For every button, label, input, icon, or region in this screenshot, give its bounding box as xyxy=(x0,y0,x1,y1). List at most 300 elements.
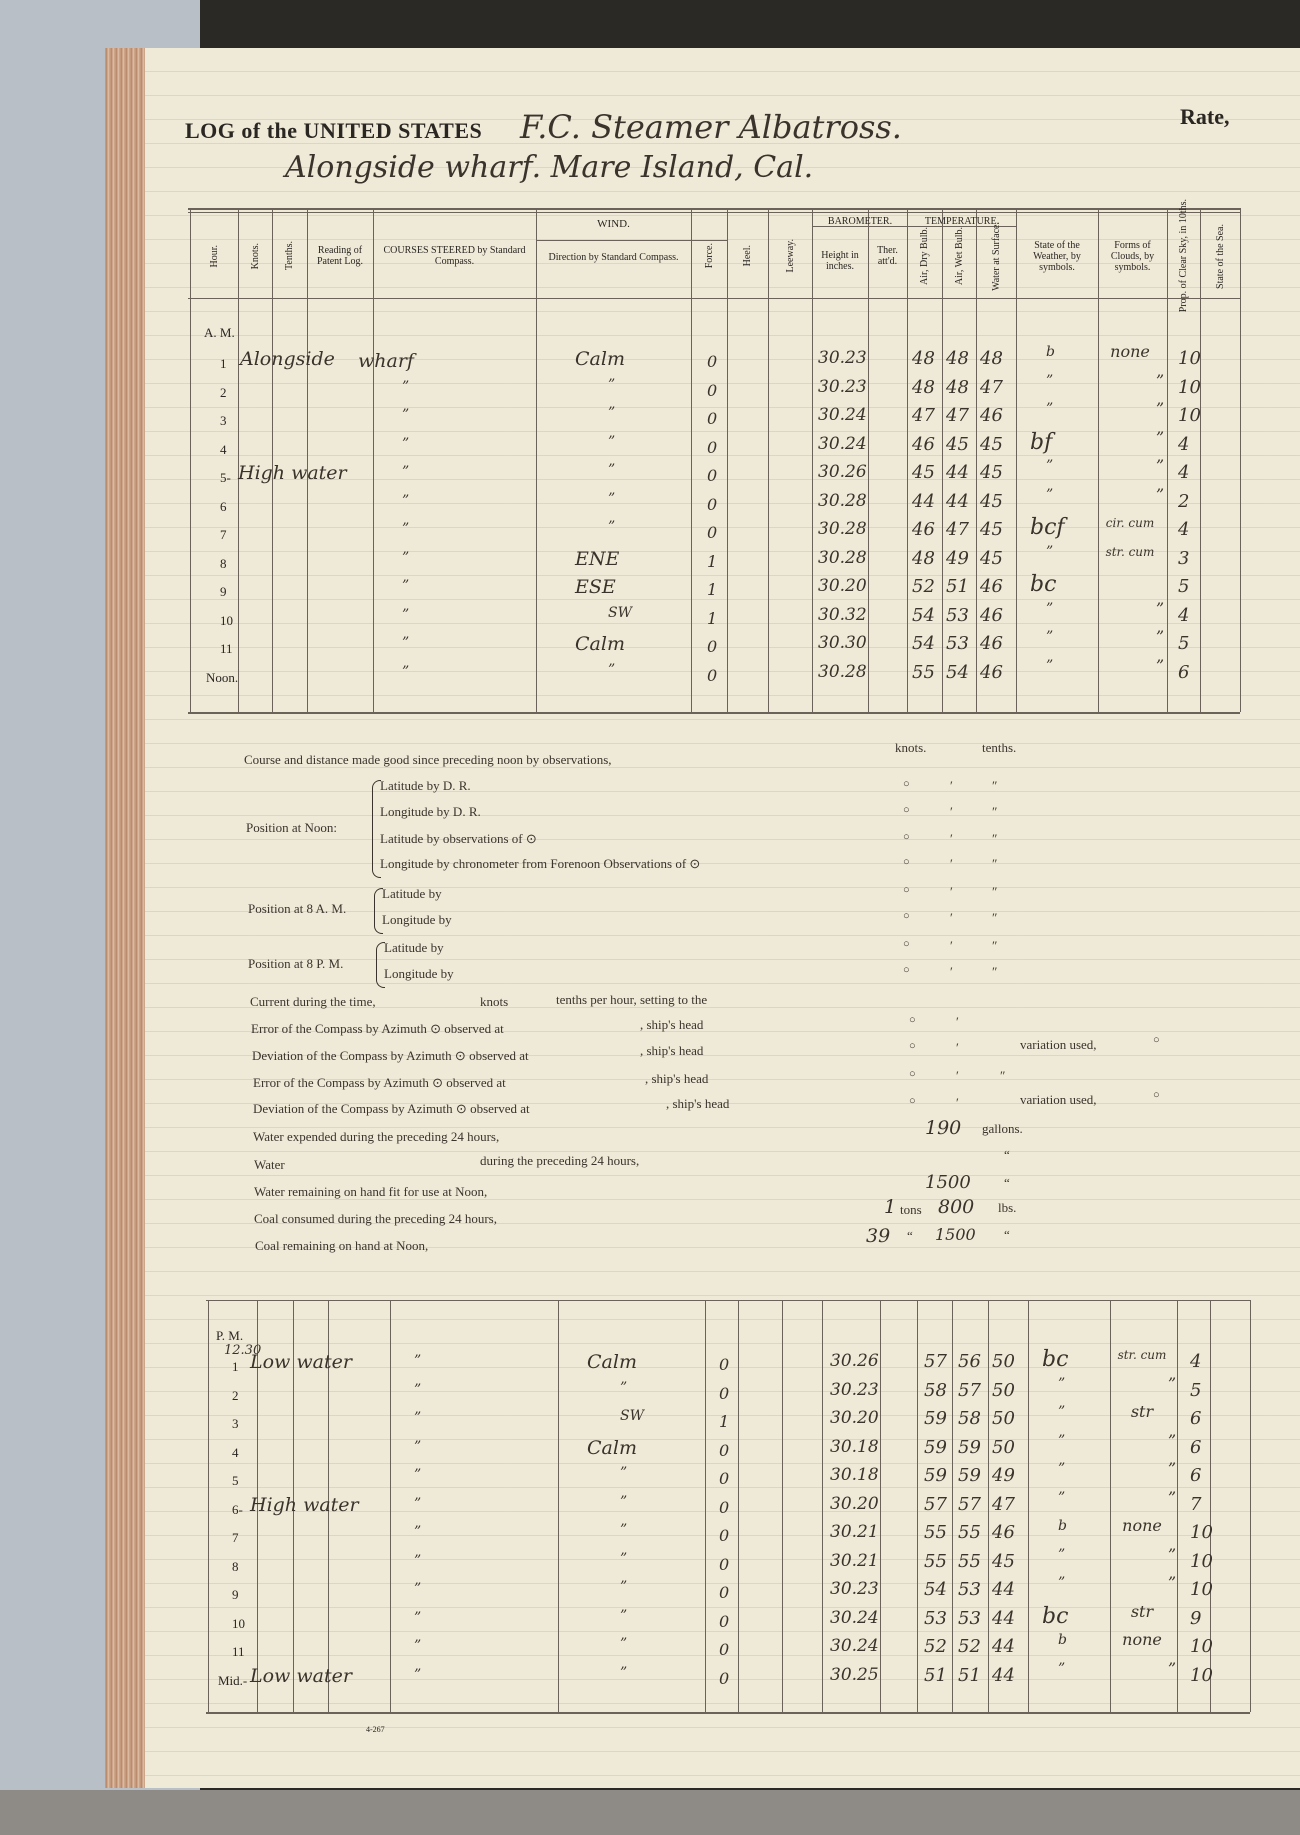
am-barometer: 30.28 xyxy=(818,490,867,511)
pm-air-dry: 58 xyxy=(924,1379,947,1401)
pm-column-rule xyxy=(738,1300,739,1712)
pm-air-dry: 52 xyxy=(924,1636,947,1657)
am-barometer: 30.30 xyxy=(818,633,867,653)
am-force: 0 xyxy=(707,665,718,685)
am-clear-sky: 4 xyxy=(1178,433,1190,455)
column-header xyxy=(373,218,536,294)
pm-air-wet: 55 xyxy=(958,1550,981,1572)
pm-water-temp: 50 xyxy=(992,1351,1015,1372)
current-label: Current during the time, xyxy=(250,994,376,1009)
am-clouds: ” xyxy=(1155,427,1165,447)
pm-hour: 10 xyxy=(232,1615,245,1631)
am-weather: bc xyxy=(1030,572,1057,597)
am-force: 0 xyxy=(707,523,718,542)
minute-mark: ′ xyxy=(950,964,953,979)
error2-label: Error of the Compass by Azimuth ⊙ observed at xyxy=(253,1075,506,1090)
pm-hour: 9 xyxy=(232,1587,239,1602)
location: Alongside wharf. Mare Island, Cal. xyxy=(285,150,814,185)
pm-clear-sky: 10 xyxy=(1190,1550,1213,1572)
am-hour: 6 xyxy=(220,498,227,514)
pm-air-wet: 52 xyxy=(958,1636,981,1657)
am-wind: ” xyxy=(608,661,616,678)
second-mark: ″ xyxy=(992,778,998,793)
pm-water-temp: 45 xyxy=(992,1550,1015,1572)
pm-weather: ” xyxy=(1058,1575,1066,1591)
column-header-label: Tenths. xyxy=(284,241,295,271)
am-water-temp: 46 xyxy=(980,405,1003,426)
second-mark: ″ xyxy=(992,804,998,819)
am-air-dry: 48 xyxy=(912,348,935,369)
am-water-temp: 46 xyxy=(980,576,1003,597)
column-header xyxy=(190,218,238,294)
column-header-label: COURSES STEERED by Standard Compass. xyxy=(383,245,526,267)
am-wind: ” xyxy=(608,519,616,535)
am-air-wet: 51 xyxy=(946,576,969,597)
column-header xyxy=(691,218,727,294)
pm-air-wet: 59 xyxy=(958,1436,981,1458)
am-clouds: cir. cum xyxy=(1105,516,1155,530)
am-force: 1 xyxy=(707,551,718,571)
pm-water-temp: 50 xyxy=(992,1408,1015,1429)
am-weather: ” xyxy=(1046,629,1054,645)
noon-lon-chron: Longitude by chronometer from Forenoon Observations of ⊙ xyxy=(380,856,701,871)
pm-course: ” xyxy=(414,1438,422,1455)
8am-brace xyxy=(374,888,383,934)
am-clear-sky: 5 xyxy=(1178,576,1190,597)
am-weather: ” xyxy=(1046,657,1054,674)
noon-lat-obs: Latitude by observations of ⊙ xyxy=(380,831,537,846)
pm-course: ” xyxy=(414,1495,422,1512)
degree-mark: ○ xyxy=(903,778,910,790)
water-label: Water xyxy=(254,1157,285,1172)
pm-course: ” xyxy=(414,1467,422,1483)
am-clouds: ” xyxy=(1155,598,1165,618)
pm-air-dry: 55 xyxy=(924,1522,947,1543)
pm-note: Low water xyxy=(250,1351,352,1373)
am-hour: Noon. xyxy=(206,669,239,685)
tons-label: tons xyxy=(900,1202,922,1217)
pm-column-rule xyxy=(1177,1300,1178,1712)
coal-remaining-lbs: 1500 xyxy=(935,1225,976,1244)
minute-mark: ′ xyxy=(956,1014,959,1029)
coal-consumed-label: Coal consumed during the preceding 24 hours, xyxy=(254,1211,497,1226)
pm-force: 0 xyxy=(719,1526,730,1545)
am-clouds: ” xyxy=(1155,655,1165,675)
pm-clear-sky: 6 xyxy=(1190,1408,1202,1429)
degree-mark: ○ xyxy=(909,1040,916,1052)
ships-head-1: , ship's head xyxy=(640,1017,704,1032)
pm-column-rule xyxy=(988,1300,989,1712)
am-air-dry: 55 xyxy=(912,661,935,683)
column-header xyxy=(768,218,812,294)
water-expended-value: 190 xyxy=(925,1117,962,1139)
pm-clouds: str. cum xyxy=(1117,1348,1167,1362)
column-header xyxy=(907,218,942,294)
pm-column-rule xyxy=(782,1300,783,1712)
tenths-header: tenths. xyxy=(982,740,1017,755)
minute-mark: ′ xyxy=(950,910,953,925)
pm-column-rule xyxy=(822,1300,823,1712)
error1-label: Error of the Compass by Azimuth ⊙ observed at xyxy=(251,1021,504,1036)
pm-hour: 11 xyxy=(232,1644,245,1659)
am-hour: 1 xyxy=(220,356,227,371)
pm-hour: 7 xyxy=(232,1530,239,1545)
am-force: 0 xyxy=(707,466,718,485)
am-note: High water xyxy=(238,462,347,484)
column-header xyxy=(307,218,373,294)
am-force: 0 xyxy=(707,409,718,428)
noon-brace xyxy=(372,780,381,878)
am-air-dry: 44 xyxy=(912,490,935,512)
am-clear-sky: 6 xyxy=(1178,661,1190,683)
pm-hour: 6- xyxy=(232,1501,243,1517)
pm-weather: ” xyxy=(1058,1375,1066,1392)
pm-wind: ” xyxy=(620,1522,628,1538)
pm-clouds: ” xyxy=(1167,1373,1177,1393)
water-remaining-value: 1500 xyxy=(925,1172,971,1193)
am-clouds: str. cum xyxy=(1105,544,1155,559)
8pm-lon: Longitude by xyxy=(384,966,454,981)
degree-mark: ○ xyxy=(903,856,910,868)
am-clouds: ” xyxy=(1155,370,1165,390)
degree-mark: ○ xyxy=(903,910,910,922)
column-header-label: Reading of Patent Log. xyxy=(316,245,364,267)
pm-air-dry: 54 xyxy=(924,1579,947,1600)
rate-label: Rate, xyxy=(1180,104,1230,129)
minute-mark: ′ xyxy=(950,804,953,819)
pm-wind: ” xyxy=(620,1493,628,1510)
am-clouds: none xyxy=(1110,342,1150,361)
pm-column-rule xyxy=(1250,1300,1251,1712)
table-bottom-rule xyxy=(188,712,1240,714)
pm-clouds: ” xyxy=(1167,1573,1177,1592)
pm-air-wet: 58 xyxy=(958,1408,981,1429)
pm-hour: 5 xyxy=(232,1473,239,1488)
pm-air-dry: 57 xyxy=(924,1351,947,1372)
pm-hour: 3 xyxy=(232,1416,239,1431)
am-wind: Calm xyxy=(575,633,625,655)
am-course: ” xyxy=(402,578,410,594)
pm-column-rule xyxy=(917,1300,918,1712)
pm-air-wet: 57 xyxy=(958,1493,981,1515)
am-water-temp: 46 xyxy=(980,661,1003,683)
pm-wind: Calm xyxy=(587,1436,637,1459)
am-air-dry: 48 xyxy=(912,376,935,398)
am-water-temp: 48 xyxy=(980,348,1003,369)
second-mark: ″ xyxy=(1000,1068,1006,1083)
am-water-temp: 47 xyxy=(980,376,1003,398)
am-barometer: 30.20 xyxy=(818,576,867,596)
pm-clear-sky: 4 xyxy=(1190,1351,1202,1372)
am-air-dry: 54 xyxy=(912,633,935,654)
am-note: Alongside xyxy=(240,348,335,370)
minute-mark: ′ xyxy=(950,938,953,953)
am-hour: 5- xyxy=(220,470,231,485)
am-barometer: 30.24 xyxy=(818,433,867,454)
pm-water-temp: 44 xyxy=(992,1607,1015,1629)
am-label: A. M. xyxy=(204,325,235,340)
coal-consumed-lbs: 800 xyxy=(938,1196,975,1218)
variation-used-1: variation used, xyxy=(1020,1037,1097,1052)
am-air-wet: 53 xyxy=(946,633,969,654)
pm-course: ” xyxy=(414,1581,422,1597)
am-wind: ” xyxy=(608,490,616,507)
am-barometer: 30.32 xyxy=(818,604,867,625)
knots-header: knots. xyxy=(895,740,927,755)
pm-barometer: 30.25 xyxy=(830,1664,879,1685)
minute-mark: ′ xyxy=(956,1095,959,1110)
am-barometer: 30.28 xyxy=(818,519,867,539)
pm-air-dry: 51 xyxy=(924,1664,947,1686)
pm-weather: ” xyxy=(1058,1546,1066,1563)
am-air-dry: 54 xyxy=(912,604,935,626)
pm-air-wet: 56 xyxy=(958,1351,981,1372)
am-wind: ENE xyxy=(575,547,620,570)
am-hour: 8 xyxy=(220,555,227,571)
position-noon-label: Position at Noon: xyxy=(246,820,338,835)
coal-remaining-tons: 39 xyxy=(866,1225,891,1247)
column-header xyxy=(272,218,307,294)
noon-lon-dr: Longitude by D. R. xyxy=(380,804,481,819)
pm-hour: 4 xyxy=(232,1444,239,1460)
pm-barometer: 30.20 xyxy=(830,1493,879,1514)
am-clouds: ” xyxy=(1155,484,1165,504)
wind-direction-header: Direction by Standard Compass. xyxy=(548,252,679,263)
water-remaining-label: Water remaining on hand fit for use at Noon, xyxy=(254,1184,488,1199)
pm-barometer: 30.24 xyxy=(830,1636,879,1656)
ships-head-3: , ship's head xyxy=(645,1071,709,1086)
pm-column-rule xyxy=(208,1300,209,1712)
am-wind: ” xyxy=(608,433,616,450)
minute-mark: ′ xyxy=(956,1068,959,1083)
coal-consumed-tons: 1 xyxy=(884,1196,897,1218)
column-rule xyxy=(1240,208,1241,712)
am-barometer: 30.26 xyxy=(818,462,867,482)
vessel-name: F.C. Steamer Albatross. xyxy=(520,108,902,146)
wind-header: WIND. xyxy=(597,218,630,230)
pm-clouds: none xyxy=(1122,1630,1162,1649)
column-header xyxy=(942,218,976,294)
pm-air-dry: 59 xyxy=(924,1436,947,1458)
header-bottom-rule xyxy=(188,298,1240,299)
minute-mark: ′ xyxy=(956,1040,959,1055)
am-course: ” xyxy=(402,492,410,509)
pm-force: 0 xyxy=(719,1611,730,1631)
am-force: 1 xyxy=(707,608,718,628)
8pm-lat: Latitude by xyxy=(384,940,444,955)
am-course: ” xyxy=(402,606,410,623)
pm-wind: SW xyxy=(620,1408,644,1424)
pm-clouds: none xyxy=(1122,1516,1162,1535)
am-course: ” xyxy=(402,378,410,395)
column-header-label: Air, Dry Bulb. xyxy=(919,227,930,285)
table-top-rule xyxy=(188,212,1240,213)
pm-air-wet: 59 xyxy=(958,1465,981,1486)
am-water-temp: 46 xyxy=(980,633,1003,654)
pm-barometer: 30.26 xyxy=(830,1351,879,1371)
am-barometer: 30.23 xyxy=(818,376,867,397)
current-tenths: tenths per hour, setting to the xyxy=(556,992,708,1007)
pm-column-rule xyxy=(1110,1300,1111,1712)
degree-mark: ○ xyxy=(903,938,910,950)
am-clouds: ” xyxy=(1155,627,1165,646)
am-air-wet: 47 xyxy=(946,405,969,426)
pm-barometer: 30.21 xyxy=(830,1522,879,1542)
am-air-wet: 49 xyxy=(946,547,969,569)
noon-lat-dr: Latitude by D. R. xyxy=(380,778,471,793)
pm-column-rule xyxy=(952,1300,953,1712)
am-clear-sky: 4 xyxy=(1178,462,1190,483)
am-course: ” xyxy=(402,663,410,680)
column-header xyxy=(1098,218,1167,294)
pm-wind: ” xyxy=(620,1465,628,1481)
pm-column-rule xyxy=(558,1300,559,1712)
8pm-brace xyxy=(376,942,385,988)
pm-clouds: str xyxy=(1130,1601,1154,1621)
pm-barometer: 30.20 xyxy=(830,1408,879,1428)
pm-clouds: ” xyxy=(1167,1430,1177,1450)
pm-clear-sky: 5 xyxy=(1190,1379,1202,1401)
gallons-label: gallons. xyxy=(982,1121,1023,1136)
pm-water-temp: 50 xyxy=(992,1379,1015,1401)
column-header xyxy=(976,218,1016,294)
column-header-label: Water at Surface. xyxy=(990,221,1002,291)
am-weather: ” xyxy=(1046,486,1054,503)
pm-wind: ” xyxy=(620,1550,628,1567)
am-clouds: ” xyxy=(1155,399,1165,418)
pm-weather: ” xyxy=(1058,1432,1066,1449)
pm-table-top-rule xyxy=(206,1300,1250,1301)
am-force: 0 xyxy=(707,494,718,514)
pm-label: P. M. xyxy=(216,1328,244,1343)
pm-clear-sky: 10 xyxy=(1190,1664,1213,1686)
pm-water-temp: 44 xyxy=(992,1636,1015,1657)
barometer-header: BAROMETER. xyxy=(827,216,893,227)
am-air-dry: 45 xyxy=(912,462,935,483)
am-barometer: 30.24 xyxy=(818,405,867,425)
pm-hour: Mid.- xyxy=(218,1672,248,1688)
ditto-mark: “ xyxy=(1004,1147,1010,1162)
second-mark: ″ xyxy=(992,938,998,953)
am-clear-sky: 2 xyxy=(1178,490,1190,512)
pm-weather: bc xyxy=(1042,1347,1069,1372)
background-surface xyxy=(0,1790,1300,1835)
degree-mark: ○ xyxy=(903,804,910,816)
am-wind: ” xyxy=(608,376,616,393)
pm-force: 0 xyxy=(719,1440,730,1460)
form-number: 4-267 xyxy=(366,1725,385,1734)
pm-course: ” xyxy=(414,1666,422,1683)
minute-mark: ′ xyxy=(950,884,953,899)
pm-course: ” xyxy=(414,1381,422,1398)
am-hour: 11 xyxy=(220,641,233,656)
pm-column-rule xyxy=(1028,1300,1029,1712)
pm-wind: Calm xyxy=(587,1351,637,1373)
pm-force: 1 xyxy=(719,1412,730,1431)
pm-air-dry: 53 xyxy=(924,1607,947,1629)
pm-barometer: 30.23 xyxy=(830,1579,879,1599)
am-hour: 2 xyxy=(220,384,227,400)
pm-course: ” xyxy=(414,1410,422,1426)
am-water-temp: 45 xyxy=(980,519,1003,540)
pm-water-temp: 49 xyxy=(992,1465,1015,1486)
pm-weather: ” xyxy=(1058,1404,1066,1420)
pm-barometer: 30.18 xyxy=(830,1436,879,1457)
column-header-label: Forms of Clouds, by symbols. xyxy=(1110,239,1155,273)
pm-wind: ” xyxy=(620,1579,628,1595)
pm-wind: ” xyxy=(620,1636,628,1652)
am-barometer: 30.28 xyxy=(818,547,867,568)
pm-hour: 1 xyxy=(232,1359,239,1374)
am-barometer: 30.28 xyxy=(818,661,867,682)
pm-course: ” xyxy=(414,1524,422,1540)
pm-air-wet: 53 xyxy=(958,1607,981,1629)
variation-used-2: variation used, xyxy=(1020,1092,1097,1107)
column-rule xyxy=(536,208,537,712)
pm-time: 12.30 xyxy=(224,1343,262,1358)
am-wind: ” xyxy=(608,462,616,478)
am-hour: 9 xyxy=(220,584,227,599)
am-course: ” xyxy=(402,549,410,566)
pm-hour: 2 xyxy=(232,1387,239,1403)
am-clear-sky: 4 xyxy=(1178,519,1190,540)
pm-water-temp: 44 xyxy=(992,1579,1015,1600)
column-header-label: Knots. xyxy=(249,242,261,270)
pm-water-temp: 47 xyxy=(992,1493,1015,1515)
column-header-label: Prop. of Clear Sky, in 10ths. xyxy=(1178,199,1189,313)
pm-weather: bc xyxy=(1042,1603,1069,1629)
column-header-label: Ther. att'd. xyxy=(877,245,898,267)
second-mark: ″ xyxy=(992,831,998,846)
position-8am-label: Position at 8 A. M. xyxy=(248,901,347,916)
column-header-label: Hour. xyxy=(208,244,220,268)
degree-mark: ○ xyxy=(909,1014,916,1026)
pm-weather: b xyxy=(1058,1518,1067,1534)
pm-clouds: str xyxy=(1130,1402,1154,1421)
pm-course: ” xyxy=(414,1638,422,1654)
minute-mark: ′ xyxy=(950,856,953,871)
ditto-mark: “ xyxy=(1004,1175,1010,1190)
am-air-wet: 44 xyxy=(946,462,969,483)
pm-clear-sky: 10 xyxy=(1190,1522,1213,1543)
dev1-label: Deviation of the Compass by Azimuth ⊙ observed at xyxy=(252,1048,529,1063)
am-air-wet: 48 xyxy=(946,376,969,398)
am-force: 0 xyxy=(707,437,718,457)
am-course: wharf xyxy=(358,350,414,372)
pm-clear-sky: 10 xyxy=(1190,1636,1213,1657)
pm-air-dry: 55 xyxy=(924,1550,947,1572)
water-expended-label: Water expended during the preceding 24 hours, xyxy=(253,1129,500,1144)
log-title: LOG of the UNITED STATES xyxy=(185,118,483,143)
coal-remaining-label: Coal remaining on hand at Noon, xyxy=(255,1238,429,1253)
am-clear-sky: 5 xyxy=(1178,633,1190,654)
water-during-label: during the preceding 24 hours, xyxy=(480,1153,640,1168)
degree-mark: ○ xyxy=(903,831,910,843)
am-water-temp: 45 xyxy=(980,433,1003,455)
am-clear-sky: 10 xyxy=(1178,405,1201,426)
am-weather: ” xyxy=(1046,401,1054,417)
am-air-dry: 47 xyxy=(912,405,935,426)
pm-course: ” xyxy=(414,1353,422,1369)
pm-weather: ” xyxy=(1058,1489,1066,1506)
am-force: 0 xyxy=(707,352,718,371)
column-header xyxy=(727,218,768,294)
am-wind: Calm xyxy=(575,348,625,370)
current-knots: knots xyxy=(480,994,509,1009)
8am-lon: Longitude by xyxy=(382,912,452,927)
second-mark: ″ xyxy=(992,856,998,871)
table-top-rule xyxy=(188,208,1240,210)
